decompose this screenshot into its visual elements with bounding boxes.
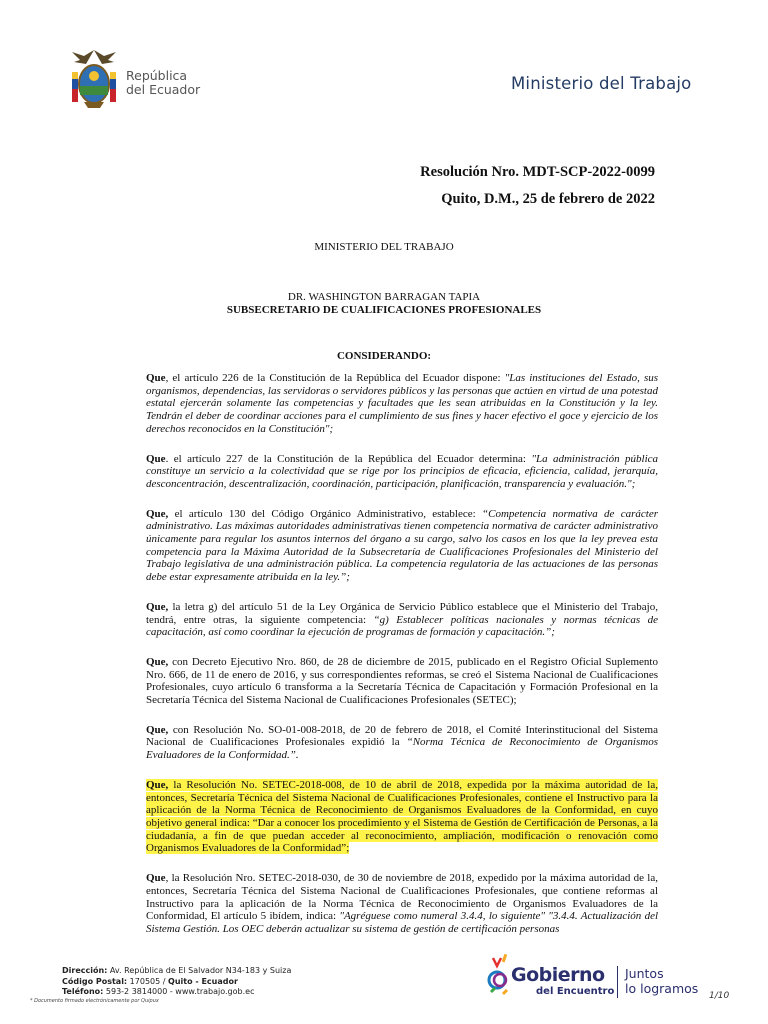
- issuer-person: DR. WASHINGTON BARRAGAN TAPIA: [287, 291, 481, 303]
- paragraph: [146, 724, 658, 762]
- ministry-logo-text: Ministerio del Trabajo: [511, 74, 692, 93]
- tagline-line-1: Juntos: [625, 966, 664, 981]
- paragraph-quote: "Agréguese como numeral 3.4.4, lo siguiente" "3.4.4. Actualización del Sistema Gestión. Los OEC deberán actualizar su sistema de gestión de certificación personas: [146, 910, 659, 935]
- paragraph-text: , la Resolución Nro. SETEC-2018-030, de 30 de noviembre de 2018, expedido por la máxima autoridad de la, entonces, Secretaría Técnica del Sistema Nacional de Cualificaciones Profesionales, que contiene reformas al Instructivo para la aplicación de la Norma Técnica de Reconocimiento de Organismos Evaluadores de la Conformidad, El artículo 5 ibídem, indica:: [146, 872, 658, 923]
- highlighted-paragraph: [146, 779, 658, 855]
- paragraph-quote: "Las instituciones del Estado, sus organismos, dependencias, las servidoras o servidores públicos y las personas que actúen en virtud de una potestad estatal ejercerán solamente las competencias y facultades que les sean atribuidas en la Constitución y la ley. Tendrán el deber de coordinar acciones para el cumplimiento de sus fines y hacer efectivo el goce y ejercicio de los derechos reconocidos en la Constitución";: [146, 372, 659, 435]
- paragraph-text: . el artículo 227 de la Constitución de la República del Ecuador determina:: [165, 452, 532, 465]
- paragraph-text: la Resolución No. SETEC-2018-008, de 10 de abril de 2018, expedida por la máxima autoridad de la, entonces, Secretaría Técnica del Sistema Nacional de Cualificaciones Profesionales, contiene el Instructivo para la aplicación de la Norma Técnica de Reconocimiento de Organismos Evaluadores de la Conformidad, en cuyo objetivo general indica: “Dar a conocer los procedimiento y el Sistema de Gestión de Certificación de Personas, a la ciudadanía, a fin de que puedan acceder al reconocimiento, ampliación, modificación o renovación como Organismos Evaluadores de la Conformidad”;: [146, 778, 658, 855]
- phone-label: Teléfono:: [62, 987, 104, 996]
- republic-line-1: República: [126, 68, 188, 83]
- issuer-role: SUBSECRETARIO DE CUALIFICACIONES PROFESIONALES: [226, 304, 542, 316]
- paragraph-quote: "La administración pública constituye un servicio a la colectividad que se rige por los principios de eficacia, eficiencia, calidad, jerarquía, desconcentración, descentralización, coordinación, participación, planificación, transparencia y evaluación.";: [146, 452, 659, 490]
- paragraph-lead: Que: [146, 372, 166, 384]
- gobierno-name: Gobierno: [511, 964, 605, 986]
- paragraph-lead: Que,: [146, 655, 169, 668]
- postal-line: [62, 977, 291, 988]
- paragraph-lead: Que,: [146, 507, 169, 520]
- phone-value: 593-2 3814000 - www.trabajo.gob.ec: [103, 987, 255, 996]
- page-number: 1/10: [709, 991, 730, 1001]
- paragraph-quote: “Norma Técnica de Reconocimiento de Organismos Evaluadores de la Conformidad.”.: [146, 736, 658, 762]
- paragraph-text: el artículo 130 del Código Orgánico Administrativo, establece:: [168, 507, 482, 520]
- paragraph: [146, 372, 658, 436]
- gobierno-subtitle: del Encuentro: [536, 986, 615, 997]
- paragraph: [146, 453, 658, 491]
- paragraph-lead: Que,: [146, 723, 169, 736]
- paragraph-quote: “g) Establecer políticas nacionales y normas técnicas de capacitación, así como coordinar la ejecución de programas de formación y capacitación.”;: [146, 613, 658, 639]
- resolution-date: Quito, D.M., 25 de febrero de 2022: [441, 191, 655, 207]
- paragraph-text: con Resolución No. SO-01-008-2018, de 20 de febrero de 2018, el Comité Interinstitucional del Sistema Nacional de Cualificaciones Profesionales expidió la: [146, 723, 658, 749]
- resolution-title: Resolución Nro. MDT-SCP-2022-0099: [420, 164, 655, 180]
- paragraph-lead: Que: [146, 872, 166, 885]
- address-label: Dirección:: [62, 966, 108, 975]
- postal-city: Quito - Ecuador: [168, 976, 238, 986]
- electronic-signature-note: * Documento firmado electrónicamente por Quipux: [30, 998, 159, 1004]
- page-header: [0, 0, 768, 120]
- paragraph-lead: Que,: [146, 778, 169, 791]
- document-body: [146, 372, 658, 953]
- postal-value: 170505 /: [127, 976, 169, 986]
- paragraph: [146, 656, 658, 707]
- footer-address: [62, 966, 291, 998]
- paragraph-quote: “Competencia normativa de carácter administrativo. Las máximas autoridades administrativas tienen competencia normativa de carácter administrativo únicamente para regular los asuntos internos del órgano a su cargo, salvo los casos en los que la ley prevea esta competencia para la Máxima Autoridad de la Subsecretaría de Cualificaciones Profesionales del Ministerio del Trabajo legislativa de una administración pública. La competencia regulatoria de las actuaciones de las personas debe estar expresamente atribuida en la ley.”;: [146, 507, 658, 584]
- gobierno-tagline: [625, 966, 698, 996]
- paragraph: [146, 508, 658, 584]
- paragraph-lead: Que: [146, 452, 166, 465]
- address-line: [62, 966, 291, 977]
- logo-divider: [617, 966, 618, 998]
- paragraph-lead: Que,: [146, 600, 169, 613]
- gobierno-logo-icon: [487, 952, 513, 998]
- postal-label: Código Postal:: [62, 976, 128, 986]
- republic-line-2: del Ecuador: [126, 82, 201, 97]
- considerando-heading: CONSIDERANDO:: [336, 350, 432, 362]
- paragraph: [146, 601, 658, 639]
- coat-of-arms-icon: [66, 46, 122, 110]
- paragraph-text: , el artículo 226 de la Constitución de la República del Ecuador dispone:: [165, 372, 505, 384]
- republic-name: [126, 69, 200, 97]
- paragraph-text: la letra g) del artículo 51 de la Ley Orgánica de Servicio Público establece que el Ministerio del Trabajo, tendrá, entre otras, la siguiente competencia:: [146, 600, 658, 626]
- issuer-ministry: MINISTERIO DEL TRABAJO: [314, 241, 454, 253]
- phone-line: [62, 987, 291, 998]
- address-value: Av. República de El Salvador N34-183 y Suiza: [107, 966, 292, 975]
- paragraph-text: con Decreto Ejecutivo Nro. 860, de 28 de diciembre de 2015, publicado en el Registro Oficial Suplemento Nro. 666, de 11 de enero de 2016, y sus correspondientes reformas, se creó el Sistema Nacional de Cualificaciones Profesionales, cuyo artículo 6 transforma a la Secretaría Técnica de Capacitación y Formación Profesional en la Secretaría Técnica del Sistema Nacional de Cualificaciones Profesionales (SETEC);: [146, 655, 658, 707]
- tagline-line-2: lo logramos: [625, 981, 699, 996]
- paragraph: [146, 872, 658, 936]
